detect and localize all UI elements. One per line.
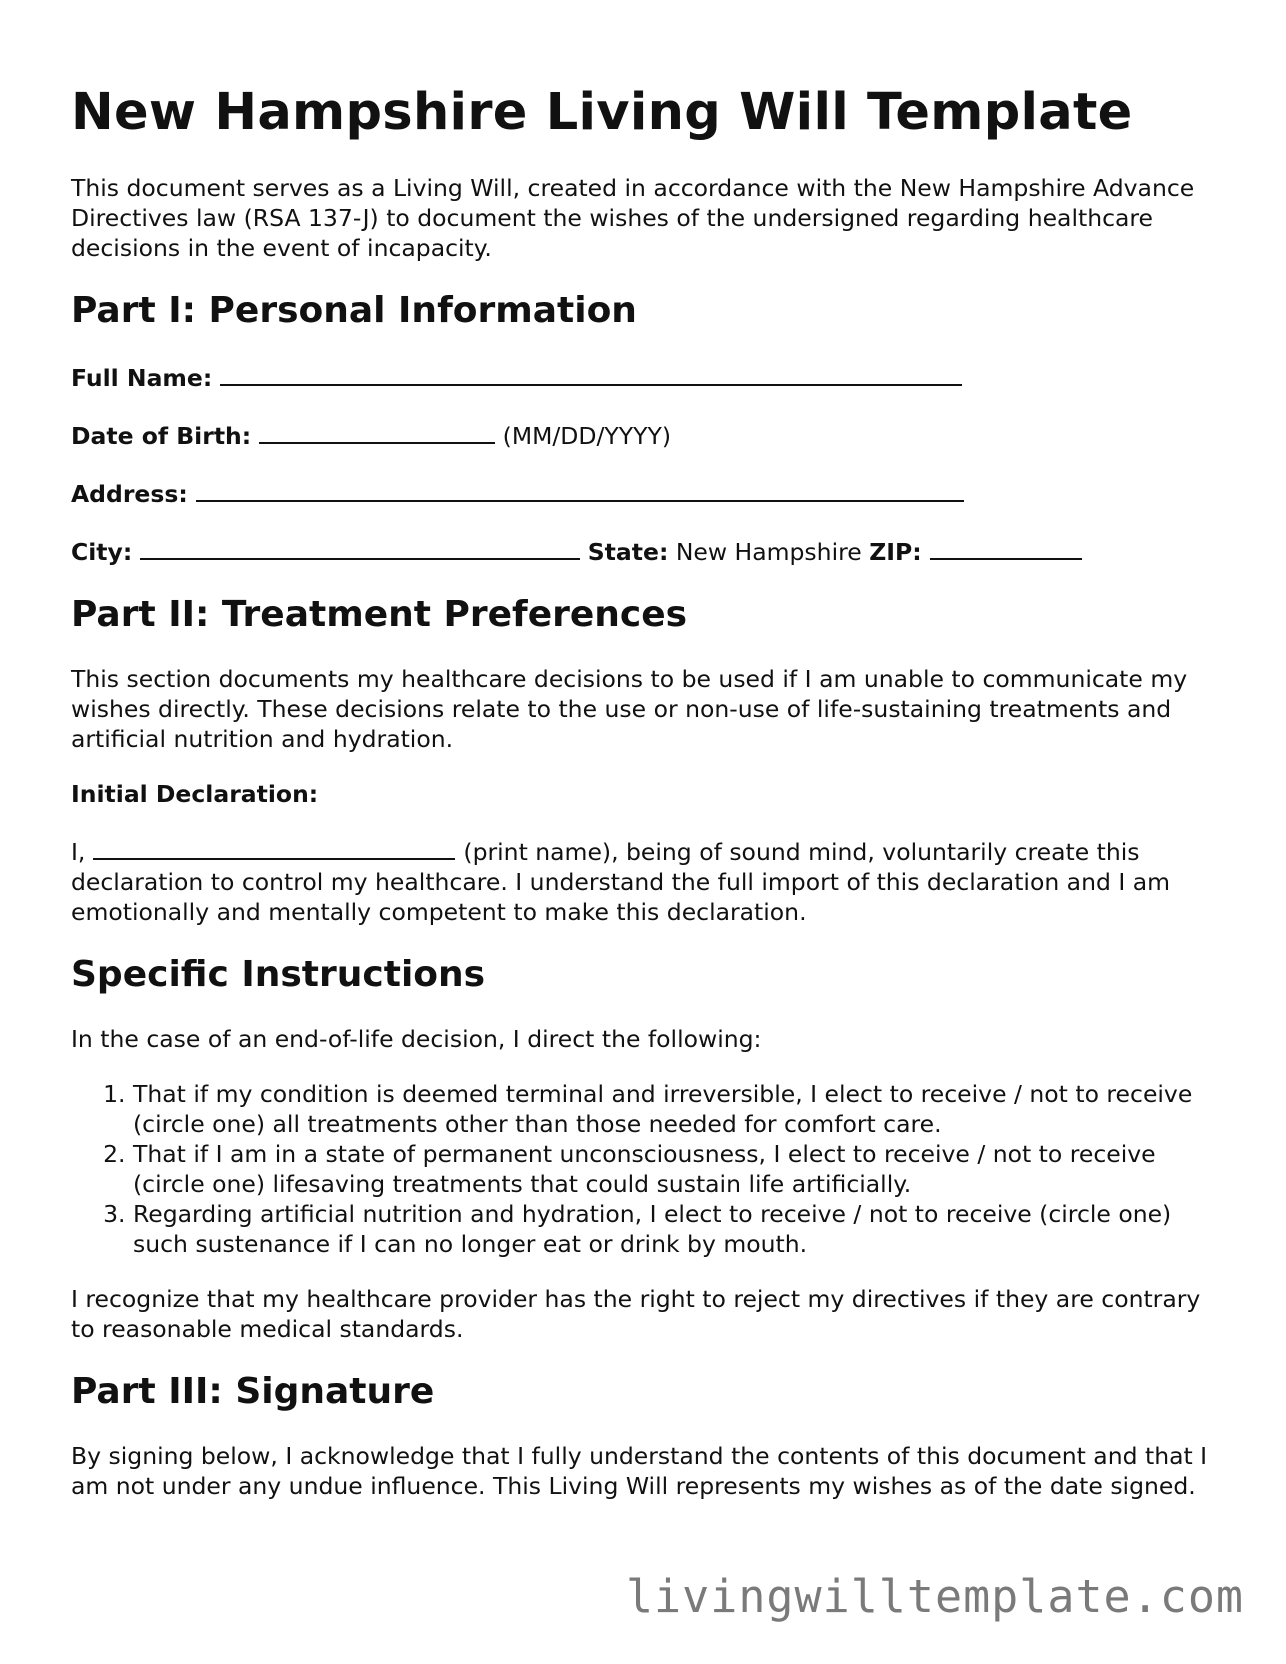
watermark: livingwilltemplate.com	[625, 1570, 1244, 1623]
list-item: 2. That if I am in a state of permanent unconsciousness, I elect to receive / not to receive (circle one) lifesaving treatments that could sustain life artificially.	[133, 1139, 1221, 1199]
city-state-zip-field	[71, 534, 1221, 567]
specific-closing: I recognize that my healthcare provider has the right to reject my directives if they are contrary to reasonable medical standards.	[71, 1285, 1201, 1344]
zip-blank[interactable]	[930, 534, 1082, 560]
dob-format: (MM/DD/YYYY)	[502, 422, 672, 451]
part2-description: This section documents my healthcare decisions to be used if I am unable to communicate my wishes directly. These decisions relate to the use or non-use of life-sustaining treatments and artificial nutrition and hydration.	[71, 665, 1188, 754]
part3-heading: Part III: Signature	[71, 1371, 435, 1413]
part1-heading: Part I: Personal Information	[71, 290, 637, 332]
declaration-prefix: I,	[71, 838, 86, 867]
intro-paragraph: This document serves as a Living Will, created in accordance with the New Hampshire Advance Directives law (RSA 137-J) to document the wishes of the undersigned regarding healthcare decisions in the event of incapacity.	[71, 174, 1195, 263]
address-blank[interactable]	[196, 476, 964, 502]
specific-heading: Specific Instructions	[71, 954, 486, 996]
address-field	[71, 476, 1221, 509]
city-blank[interactable]	[140, 534, 580, 560]
dob-blank[interactable]	[259, 418, 495, 444]
specific-lead: In the case of an end-of-life decision, I direct the following:	[71, 1025, 762, 1054]
full-name-label: Full Name:	[71, 364, 213, 393]
declaration-text: (print name), being of sound mind, voluntarily create this declaration to control my healthcare. I understand the full import of this declaration and I am emotionally and mentally competent to make this declaration.	[71, 838, 1171, 927]
state-value: New Hampshire	[675, 538, 862, 567]
page-title: New Hampshire Living Will Template	[71, 83, 1133, 142]
full-name-blank[interactable]	[220, 360, 962, 386]
declaration-label: Initial Declaration:	[71, 780, 319, 809]
dob-field	[71, 418, 1221, 451]
instruction-list	[71, 1079, 1221, 1259]
part3-text: By signing below, I acknowledge that I fully understand the contents of this document and that I am not under any undue influence. This Living Will represents my wishes as of the date signed.	[71, 1442, 1208, 1501]
declaration-paragraph	[71, 834, 1221, 927]
address-label: Address:	[71, 480, 188, 509]
print-name-blank[interactable]	[93, 834, 455, 860]
state-label: State:	[587, 538, 669, 567]
part2-heading: Part II: Treatment Preferences	[71, 594, 688, 636]
list-item: 3. Regarding artificial nutrition and hydration, I elect to receive / not to receive (circle one) such sustenance if I can no longer eat or drink by mouth.	[133, 1199, 1221, 1259]
full-name-field	[71, 360, 1221, 393]
document-page	[71, 82, 1221, 1526]
list-item: 1. That if my condition is deemed terminal and irreversible, I elect to receive / not to receive (circle one) all treatments other than those needed for comfort care.	[133, 1079, 1221, 1139]
city-label: City:	[71, 538, 133, 567]
dob-label: Date of Birth:	[71, 422, 252, 451]
zip-label: ZIP:	[869, 538, 922, 567]
